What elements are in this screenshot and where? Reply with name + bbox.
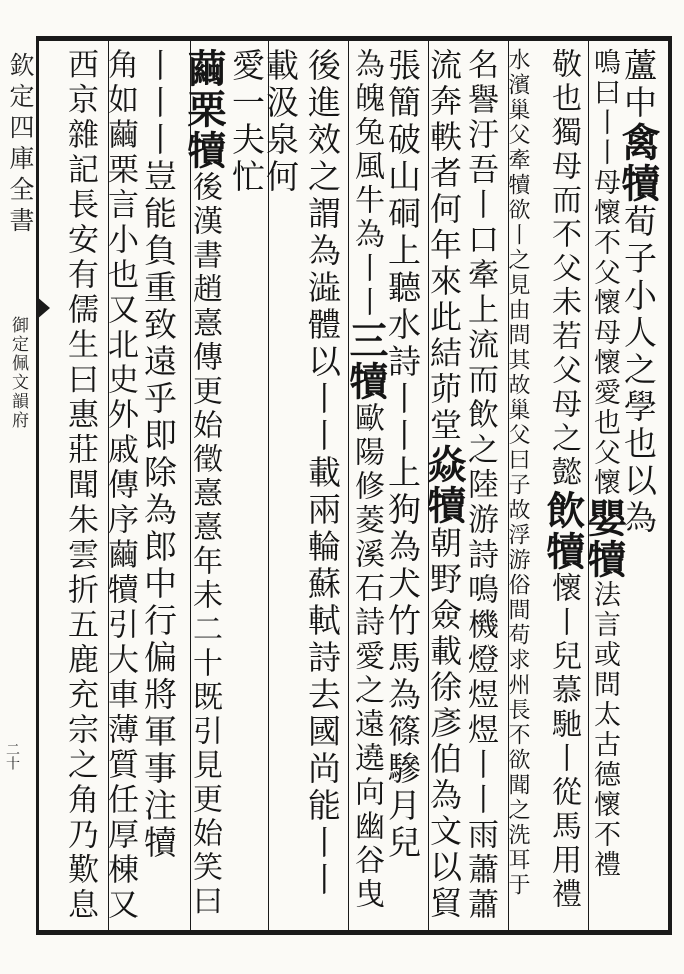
headword: 三犢 [343, 320, 389, 402]
column-text: 張簡破山硐上聽水詩丨丨上 [383, 48, 422, 492]
page-number: 二十 [4, 742, 20, 770]
right-border [668, 36, 672, 935]
column-text: 後進效之謂為澁體 [303, 48, 342, 344]
text-column [462, 48, 498, 923]
fish-tail-mark [36, 296, 50, 320]
text-column [343, 48, 389, 912]
text-column [261, 48, 300, 196]
text-column [581, 48, 627, 880]
text-column [421, 48, 467, 922]
book-title: 欽定四庫全書 [6, 52, 35, 238]
column-text: 名譽汙吾丨口牽上流而飲之陸游詩鳴機燈煜煜丨丨雨蕭蕭 [462, 48, 498, 923]
text-column [139, 48, 178, 862]
text-column [383, 48, 422, 862]
headword: 繭栗犢 [181, 48, 227, 171]
headword: 禽犢 [615, 122, 661, 204]
column-text: 水濱巢父牽犢欲丨之見由問其故巢父曰子故浮游俗間苟求 [505, 48, 530, 673]
column-text: 載汲泉何 [261, 48, 300, 196]
column-text: 西京雜記長安有儒生曰惠莊聞朱雲折五鹿充宗之角乃歎息 [62, 48, 98, 923]
column-text: 為魄兔風牛為丨丨 [349, 48, 384, 320]
column-text: 敬也獨母而不父未若父母之懿 [546, 48, 581, 490]
headword: 飲犢 [540, 490, 586, 572]
top-border [36, 36, 672, 41]
text-column [181, 48, 227, 919]
text-column [102, 48, 138, 923]
column-text: 懷丨兒慕馳丨從馬用禮 [546, 572, 581, 912]
column-text: 曰丨丨母懷不父懷母懷愛也父懷 [589, 78, 620, 498]
text-column [506, 48, 528, 898]
headword: 嬰犢 [581, 498, 627, 580]
text-column [62, 48, 98, 923]
column-text: 荀子小人之學也以為 [619, 204, 658, 537]
column-text: 丨丨丨豈能負重致遠乎即除為郎中行偏將軍事注犢 [139, 48, 178, 862]
column-text: 以丨丨載兩輪蘇軾詩去國尚能丨丨 [303, 344, 342, 899]
text-column [615, 48, 661, 537]
column-text: 蘆中 [619, 48, 658, 122]
text-column [540, 48, 586, 912]
column-text: 流奔軼者何年來此結茆堂 [425, 48, 463, 444]
column-text: 鳴 [589, 48, 620, 78]
column-text: 法言或問太古德懷不禮 [589, 580, 620, 880]
column-text: 角如繭栗言小也又北史外戚傳序繭犢引大車薄質任厚棟又 [102, 48, 138, 923]
column-text: 州長不欲聞之洗耳于 [505, 673, 530, 898]
headword: 焱犢 [421, 444, 467, 526]
column-text: 後漢書趙憙傳更始徵憙憙年未二十既引見更始笑曰 [187, 171, 222, 919]
column-text: 狗為犬竹馬為篠驂月兒 [383, 492, 422, 862]
column-text: 愛一夫忙 [227, 48, 266, 196]
text-column [227, 48, 266, 196]
bottom-border [36, 930, 672, 935]
book-subtitle: 御定佩文韻府 [8, 316, 28, 430]
text-column [303, 48, 342, 899]
column-text: 歐陽修菱溪石詩愛之遠遶向幽谷曳 [349, 402, 384, 912]
column-text: 朝野僉載徐彥伯為文以貿 [425, 526, 463, 922]
